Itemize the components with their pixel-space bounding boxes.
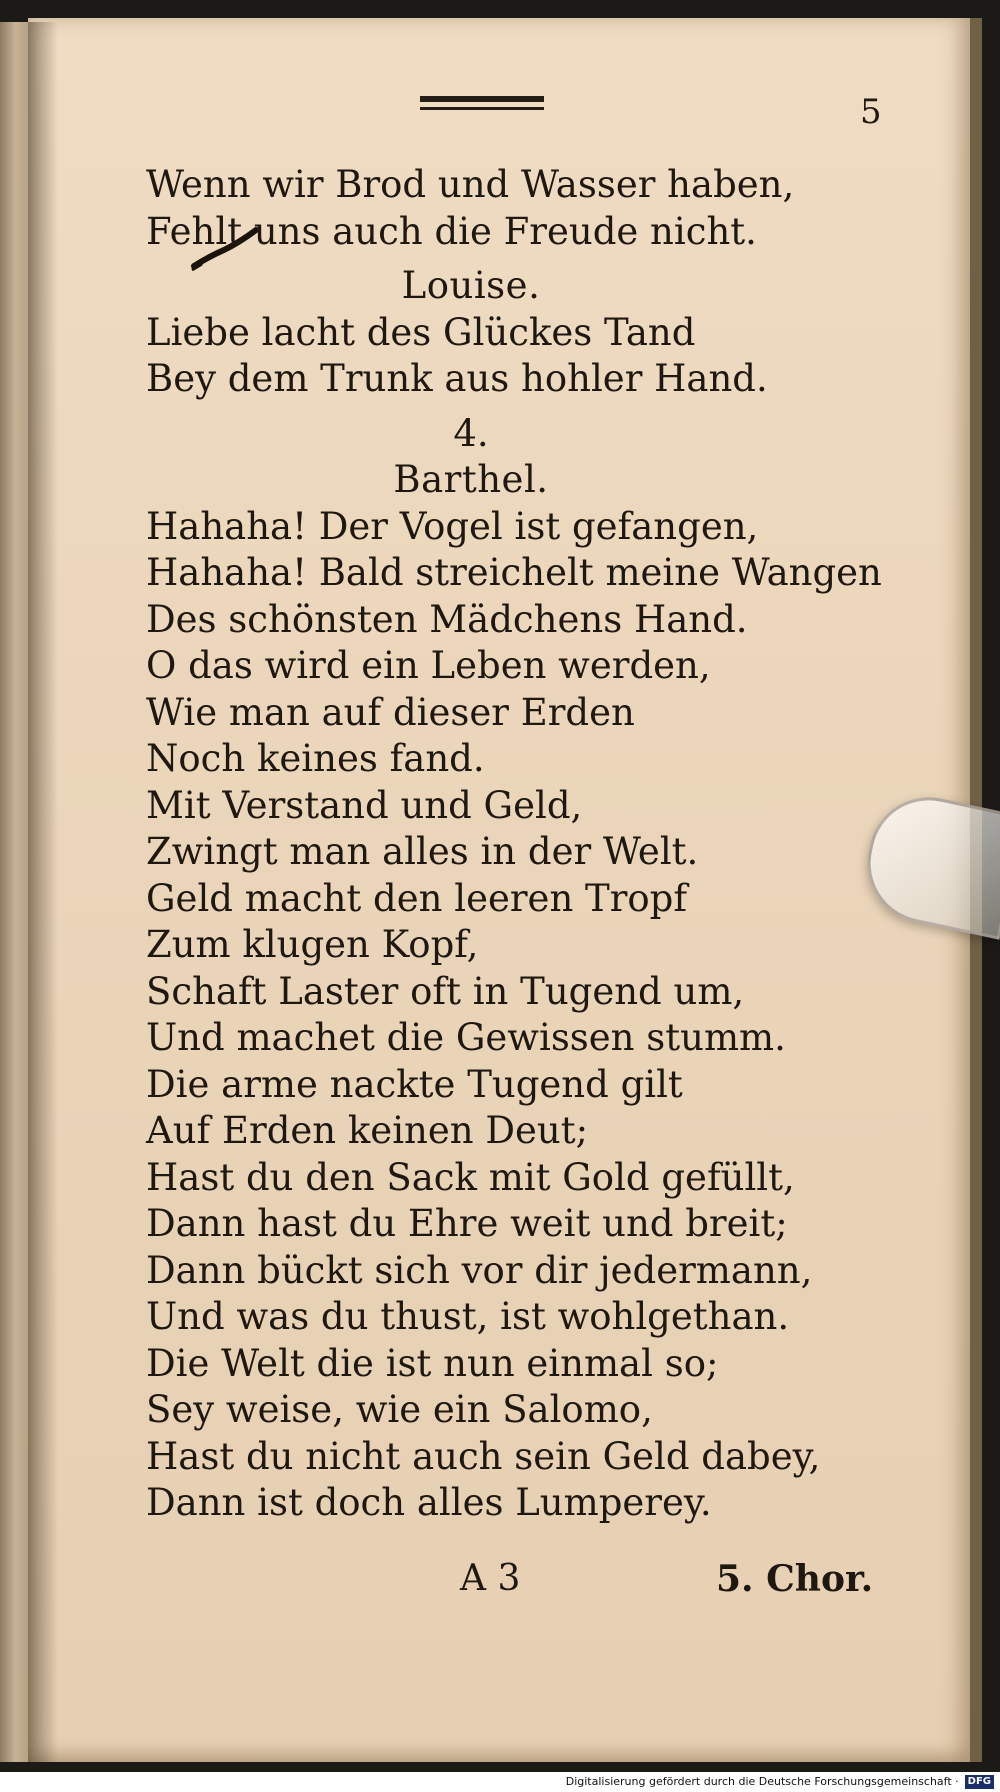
text-line: Die arme nackte Tugend gilt xyxy=(146,1062,683,1106)
page-number: 5 xyxy=(860,92,882,132)
text-line: Dann ist doch alles Lumperey. xyxy=(146,1481,712,1524)
dfg-logo: DFG xyxy=(965,1775,994,1789)
text-line: Und machet die Gewissen stumm. xyxy=(146,1016,786,1059)
text-line: Zum klugen Kopf, xyxy=(146,923,479,966)
text-line: Fehlt uns auch die Freude nicht. xyxy=(146,209,757,253)
signature-mark: A 3 xyxy=(460,1558,521,1599)
text-line: Mit Verstand und Geld, xyxy=(146,783,583,827)
text-line: Hahaha! Der Vogel ist gefangen, xyxy=(146,504,759,548)
digitization-credit-bar xyxy=(0,1772,1000,1792)
left-page-edge xyxy=(0,22,30,1762)
text-line: Liebe lacht des Glückes Tand xyxy=(146,310,696,354)
text-line: Die Welt die ist nun einmal so; xyxy=(146,1341,719,1385)
text-line: Hahaha! Bald streichelt meine Wangen xyxy=(146,551,882,594)
catchword: 5. Chor. xyxy=(716,1558,874,1600)
header-rule-thin xyxy=(420,107,544,110)
credit-text: Digitalisierung gefördert durch die Deutsche Forschungsgemeinschaft · xyxy=(565,1775,959,1788)
section-number: 4. xyxy=(453,411,489,455)
header-rule-thick xyxy=(420,96,544,102)
text-line: Sey weise, wie ein Salomo, xyxy=(146,1388,653,1431)
text-line: Wenn wir Brod und Wasser haben, xyxy=(146,163,795,206)
spine-shadow xyxy=(28,22,58,1762)
speaker-name: Barthel. xyxy=(393,458,549,501)
text-line: Auf Erden keinen Deut; xyxy=(146,1109,589,1152)
text-line: Bey dem Trunk aus hohler Hand. xyxy=(146,357,768,400)
page-footer-marks xyxy=(460,1558,900,1608)
text-line: Wie man auf dieser Erden xyxy=(146,690,635,734)
speaker-name: Louise. xyxy=(401,264,541,307)
text-line: Noch keines fand. xyxy=(146,737,485,780)
text-line: Geld macht den leeren Tropf xyxy=(146,876,688,920)
text-line: Und was du thust, ist wohlgethan. xyxy=(146,1295,790,1338)
header-rule xyxy=(420,96,544,116)
text-line: Hast du den Sack mit Gold gefüllt, xyxy=(146,1155,795,1199)
text-line: Zwingt man alles in der Welt. xyxy=(146,830,699,873)
text-line: Des schönsten Mädchens Hand. xyxy=(146,597,748,641)
text-line: Hast du nicht auch sein Geld dabey, xyxy=(146,1434,821,1478)
text-line: Schaft Laster oft in Tugend um, xyxy=(146,969,745,1013)
text-line: Dann bückt sich vor dir jedermann, xyxy=(146,1248,813,1292)
text-line: Dann hast du Ehre weit und breit; xyxy=(146,1202,788,1245)
text-line: O das wird ein Leben werden, xyxy=(146,644,711,687)
poem-text-block xyxy=(146,162,882,1527)
